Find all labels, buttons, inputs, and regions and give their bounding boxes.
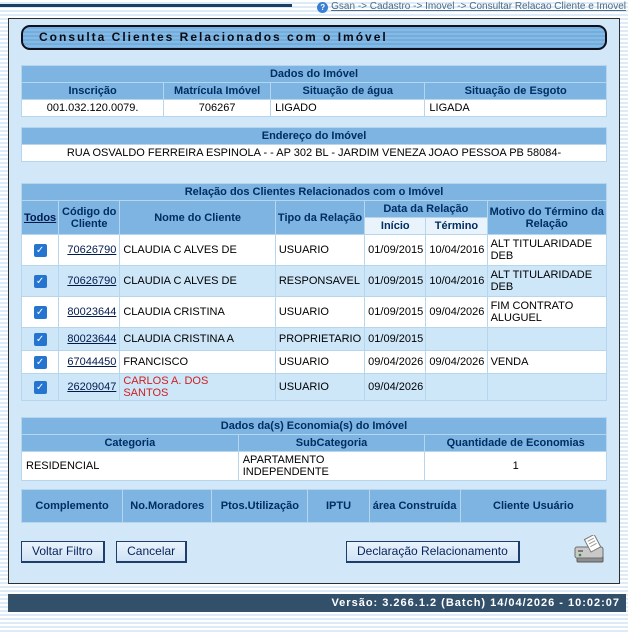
- situacao-agua-value: LIGADO: [271, 100, 424, 116]
- row-checkbox[interactable]: [34, 356, 47, 369]
- economy-count-value: 1: [425, 452, 606, 480]
- section-title-property: Dados do Imóvel: [22, 66, 606, 82]
- col-header-complement: Complemento: [22, 490, 122, 522]
- col-header-matricula: Matrícula Imóvel: [164, 83, 270, 99]
- table-row: [22, 235, 606, 265]
- start-date: 09/04/2026: [365, 374, 425, 400]
- col-header-relation-type: Tipo da Relação: [276, 201, 364, 234]
- address-table: [21, 127, 607, 162]
- top-strip: [0, 0, 628, 16]
- end-date: 10/04/2016: [426, 235, 486, 265]
- client-name: CLAUDIA C ALVES DE: [123, 244, 237, 256]
- client-code-link[interactable]: 26209047: [67, 381, 117, 393]
- cancel-button[interactable]: Cancelar: [116, 541, 187, 563]
- section-title-address: Endereço do Imóvel: [22, 128, 606, 144]
- col-header-agua: Situação de água: [271, 83, 424, 99]
- print-icon[interactable]: [573, 535, 607, 570]
- end-date: [426, 374, 486, 400]
- end-date: 09/04/2026: [426, 297, 486, 327]
- start-date: 01/09/2015: [365, 297, 425, 327]
- subcategory-value: APARTAMENTO INDEPENDENTE: [239, 452, 425, 480]
- col-header-category: Categoria: [22, 435, 238, 451]
- col-header-usage-points: Ptos.Utilização: [212, 490, 307, 522]
- row-checkbox[interactable]: [34, 381, 47, 394]
- start-date: 01/09/2015: [365, 235, 425, 265]
- client-name: CARLOS A. DOS SANTOS: [123, 375, 209, 399]
- col-header-client-name: Nome do Cliente: [120, 201, 275, 234]
- col-header-residents: No.Moradores: [123, 490, 211, 522]
- property-data-table: [21, 65, 607, 117]
- client-code-link[interactable]: 70626790: [67, 275, 117, 287]
- client-name: CLAUDIA CRISTINA: [123, 306, 225, 318]
- complement-header-table: [21, 489, 607, 523]
- table-row: [22, 297, 606, 327]
- situacao-esgoto-value: LIGADA: [425, 100, 606, 116]
- client-name: FRANCISCO: [123, 356, 189, 368]
- end-date: 09/04/2026: [426, 351, 486, 373]
- client-code-link[interactable]: 80023644: [67, 333, 117, 345]
- table-row: [22, 266, 606, 296]
- col-header-iptu: IPTU: [308, 490, 368, 522]
- col-header-client-code: Código do Cliente: [59, 201, 119, 234]
- col-header-inscricao: Inscrição: [22, 83, 163, 99]
- start-date: 01/09/2015: [365, 266, 425, 296]
- row-checkbox[interactable]: [34, 244, 47, 257]
- section-title-economies: Dados da(s) Economia(s) do Imóvel: [22, 418, 606, 434]
- relation-type: USUARIO: [276, 235, 364, 265]
- relation-type: USUARIO: [276, 351, 364, 373]
- row-checkbox[interactable]: [34, 275, 47, 288]
- client-name: CLAUDIA CRISTINA A: [123, 333, 234, 345]
- help-icon[interactable]: ?: [317, 2, 328, 13]
- end-reason: [488, 328, 606, 350]
- back-filter-button[interactable]: Voltar Filtro: [21, 541, 105, 563]
- breadcrumb-text[interactable]: Gsan -> Cadastro -> Imovel -> Consultar Relacao Cliente e Imovel: [331, 1, 626, 12]
- matricula-value: 706267: [164, 100, 270, 116]
- page-title: Consulta Clientes Relacionados com o Imóvel: [21, 25, 607, 50]
- relation-type: USUARIO: [276, 374, 364, 400]
- relation-type: USUARIO: [276, 297, 364, 327]
- relation-type: RESPONSAVEL: [276, 266, 364, 296]
- table-row: [22, 351, 606, 373]
- client-code-link[interactable]: 67044450: [67, 356, 117, 368]
- end-reason: ALT TITULARIDADE DEB: [488, 266, 606, 296]
- economies-table: [21, 417, 607, 481]
- col-header-end-reason: Motivo do Término da Relação: [488, 201, 606, 234]
- relation-type: PROPRIETARIO: [276, 328, 364, 350]
- col-header-relation-date: Data da Relação: [365, 201, 486, 217]
- top-divider: [0, 4, 292, 7]
- address-value: RUA OSVALDO FERREIRA ESPINOLA - - AP 302 BL - JARDIM VENEZA JOAO PESSOA PB 58084-: [22, 145, 606, 161]
- category-value: RESIDENCIAL: [22, 452, 238, 480]
- end-reason: FIM CONTRATO ALUGUEL: [488, 297, 606, 327]
- end-reason: [488, 374, 606, 400]
- row-checkbox[interactable]: [34, 306, 47, 319]
- client-code-link[interactable]: 80023644: [67, 306, 117, 318]
- breadcrumb[interactable]: [317, 1, 626, 13]
- table-row: [22, 328, 606, 350]
- version-text: Versão: 3.266.1.2 (Batch) 14/04/2026 - 10:02:07: [331, 597, 620, 609]
- table-row: [22, 374, 606, 400]
- col-header-built-area: área Construída: [370, 490, 460, 522]
- row-checkbox[interactable]: [34, 333, 47, 346]
- col-header-user-client: Cliente Usuário: [461, 490, 606, 522]
- inscricao-value: 001.032.120.0079.: [22, 100, 163, 116]
- start-date: 01/09/2015: [365, 328, 425, 350]
- col-header-start-date: Início: [365, 218, 425, 234]
- col-header-end-date: Término: [426, 218, 486, 234]
- actions-bar: [21, 541, 607, 569]
- start-date: 09/04/2026: [365, 351, 425, 373]
- col-header-economy-count: Quantidade de Economias: [425, 435, 606, 451]
- end-date: 10/04/2016: [426, 266, 486, 296]
- select-all-link[interactable]: Todos: [24, 211, 57, 224]
- clients-relation-table: [21, 183, 607, 401]
- client-code-link[interactable]: 70626790: [67, 244, 117, 256]
- relationship-declaration-button[interactable]: Declaração Relacionamento: [346, 541, 520, 563]
- client-name: CLAUDIA C ALVES DE: [123, 275, 237, 287]
- end-date: [426, 328, 486, 350]
- col-header-esgoto: Situação de Esgoto: [425, 83, 606, 99]
- main-panel: [8, 18, 620, 584]
- col-header-subcategory: SubCategoria: [239, 435, 425, 451]
- section-title-relation: Relação dos Clientes Relacionados com o Imóvel: [22, 184, 606, 200]
- end-reason: VENDA: [488, 351, 606, 373]
- end-reason: ALT TITULARIDADE DEB: [488, 235, 606, 265]
- version-status-bar: [8, 594, 626, 612]
